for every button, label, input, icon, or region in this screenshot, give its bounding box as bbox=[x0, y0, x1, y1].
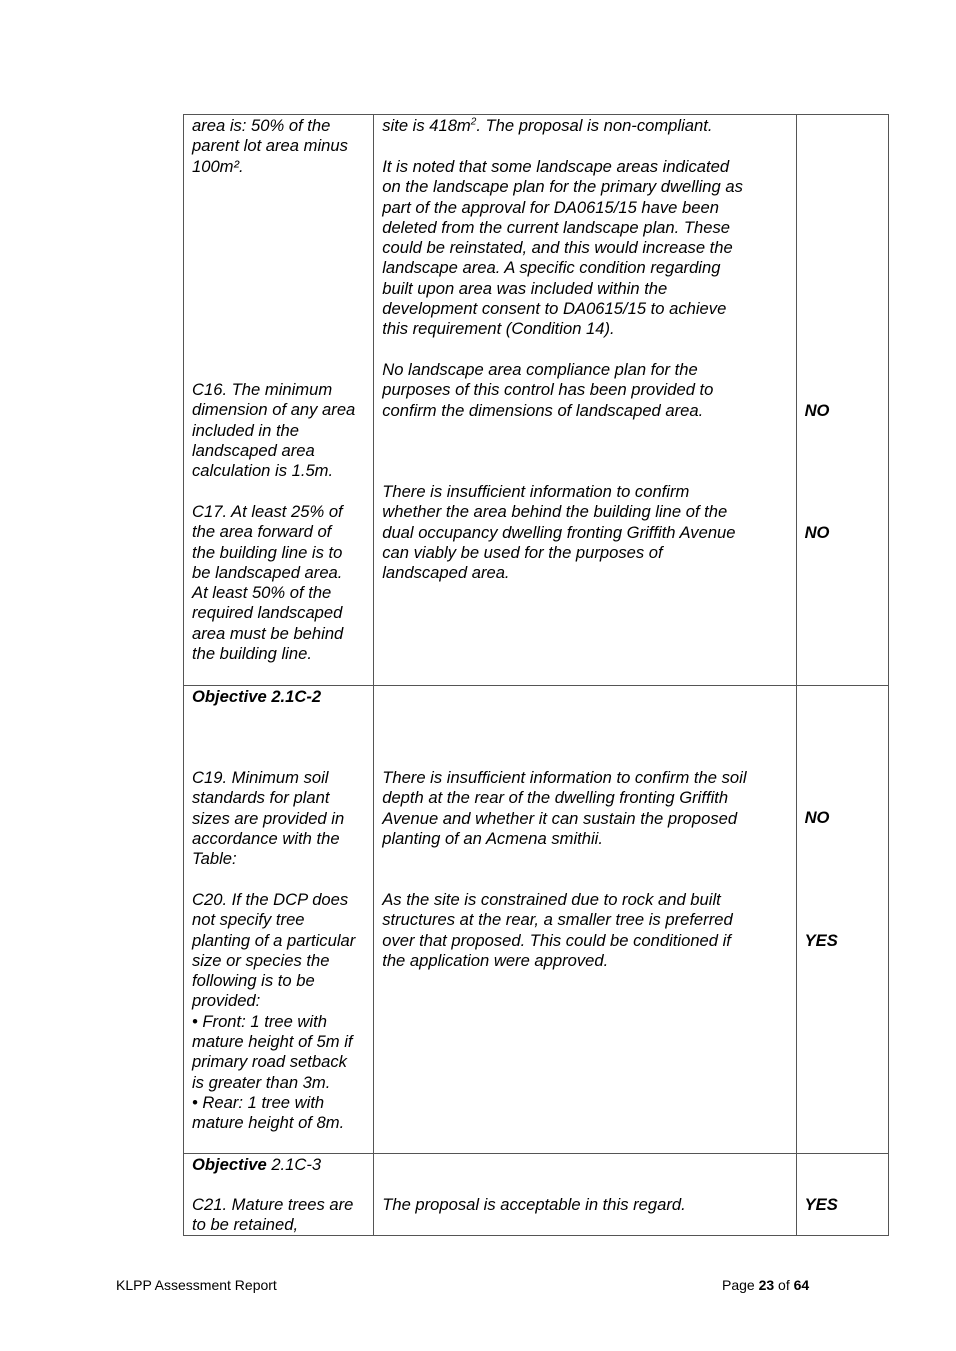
comment-c21: The proposal is acceptable in this regard. bbox=[382, 1195, 686, 1214]
result-c17: NO bbox=[804, 523, 830, 542]
result-c21: YES bbox=[804, 1195, 838, 1214]
requirement-c19: C19. Minimum soil standards for plant sizes are provided in accordance with the Table: bbox=[192, 768, 345, 869]
requirement-cell bbox=[184, 1154, 374, 1236]
result-c19: NO bbox=[804, 808, 830, 827]
comment-c17: There is insufficient information to confirm whether the area behind the building line of the dual occupancy dwelling fronting Griffith Avenue can viably be used for the purposes of landscaped area. bbox=[382, 482, 736, 583]
comment-cell bbox=[374, 1154, 796, 1236]
comment-c16: No landscape area compliance plan for the purposes of this control has been provided to confirm the dimensions of landscaped area. bbox=[382, 360, 714, 420]
table-row bbox=[184, 686, 889, 1154]
objective-label: Objective 2.1C-3 bbox=[192, 1155, 322, 1174]
comment-c19: There is insufficient information to confirm the soil depth at the rear of the dwelling fronting Griffith Avenue and whether it can sustain the proposed planting of an Acmena smithii. bbox=[382, 768, 747, 848]
table-row bbox=[184, 1154, 889, 1236]
comment-c20: As the site is constrained due to rock and built structures at the rear, a smaller tree is preferred over that proposed. This could be conditioned if the application were approved. bbox=[382, 890, 733, 970]
comment-cell bbox=[374, 686, 796, 1154]
table-row bbox=[184, 115, 889, 686]
result-c16: NO bbox=[804, 401, 830, 420]
result-cell bbox=[796, 1154, 888, 1236]
requirement-c16: C16. The minimum dimension of any area included in the landscaped area calculation is 1.5m. bbox=[192, 380, 356, 481]
requirement-c20: C20. If the DCP does not specify tree planting of a particular size or species the following is to be provided: • Front: 1 tree with mature height of 5m if primary road setback is greater than 3m. • Rear: 1 tree with mature height of 8m. bbox=[192, 890, 356, 1133]
requirement-cell bbox=[184, 686, 374, 1154]
comment-cell bbox=[374, 115, 796, 686]
result-cell bbox=[796, 115, 888, 686]
footer-page-number: Page 23 of 64 bbox=[722, 1277, 810, 1293]
requirement-c21: C21. Mature trees are to be retained, bbox=[192, 1195, 354, 1235]
result-c20: YES bbox=[804, 931, 838, 950]
comment-site-area: site is $418m^2$. The proposal is non-compliant. bbox=[382, 116, 713, 135]
requirement-c17: C17. At least 25% of the area forward of the building line is to be landscaped area. At least 50% of the required landscaped area must be behind the building line. bbox=[192, 502, 344, 664]
footer-report-title: KLPP Assessment Report bbox=[116, 1277, 277, 1293]
objective-label: Objective 2.1C-2 bbox=[192, 687, 322, 706]
requirement-cell bbox=[184, 115, 374, 686]
assessment-table bbox=[183, 114, 889, 1236]
comment-note: It is noted that some landscape areas indicated on the landscape plan for the primary dwelling as part of the approval for DA0615/15 have been deleted from the current landscape plan. These could be reinstated, and this would increase the landscape area. A specific condition regarding built upon area was included within the development consent to DA0615/15 to achieve this requirement (Condition 14). bbox=[382, 157, 743, 339]
requirement-area-text: area is: 50% of the parent lot area minus 100m². bbox=[192, 116, 348, 176]
result-cell bbox=[796, 686, 888, 1154]
